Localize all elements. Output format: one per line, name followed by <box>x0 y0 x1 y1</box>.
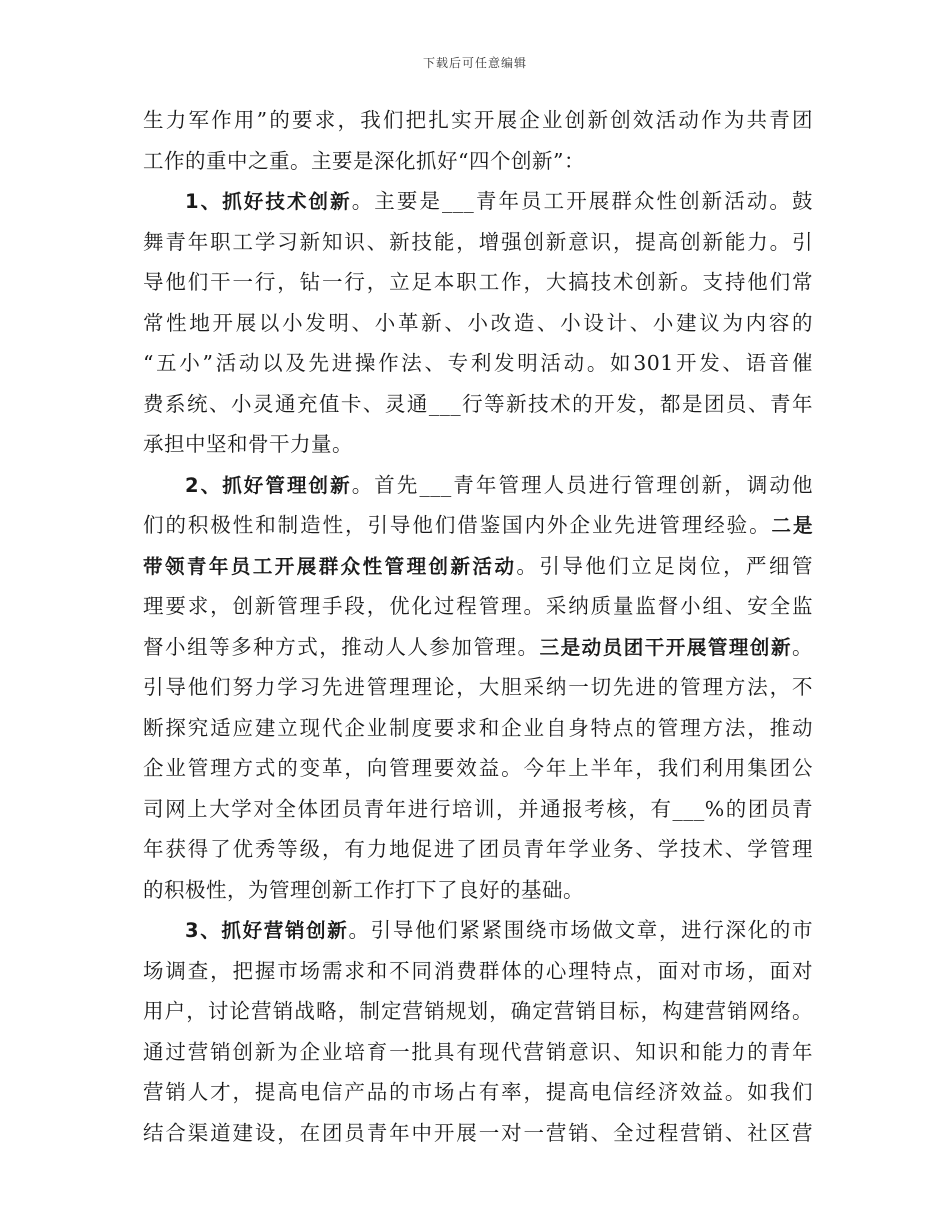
text-line: 营销人才，提高电信产品的市场占有率，提高电信经济效益。如我们 <box>143 1080 813 1104</box>
text-line: 们的积极性和制造性，引导他们借鉴国内外企业先进管理经验。二是 <box>143 513 813 537</box>
text-line: 通过营销创新为企业培育一批具有现代营销意识、知识和能力的青年 <box>143 1039 813 1064</box>
text-line: 结合渠道建设，在团员青年中开展一对一营销、全过程营销、社区营 <box>143 1120 813 1145</box>
text-line: 导他们干一行，钻一行，立足本职工作，大搞技术创新。支持他们常 <box>143 270 813 294</box>
bold-phrase: 带领青年员工开展群众性管理创新活动 <box>143 554 517 578</box>
text-line: 3、抓好营销创新。引导他们紧紧围绕市场做文章，进行深化的市 <box>185 918 813 942</box>
text-line: 场调查，把握市场需求和不同消费群体的心理特点，面对市场，面对 <box>143 958 813 983</box>
bold-phrase: 二是 <box>771 514 813 537</box>
heading-tech-innovation: 1、抓好技术创新 <box>185 190 352 213</box>
text-line: 带领青年员工开展群众性管理创新活动。引导他们立足岗位，严细管 <box>143 553 813 578</box>
text-line: 1、抓好技术创新。主要是___青年员工开展群众性创新活动。鼓 <box>185 189 813 213</box>
text-line: 常性地开展以小发明、小革新、小改造、小设计、小建议为内容的 <box>143 310 813 335</box>
heading-marketing-innovation: 3、抓好营销创新 <box>185 919 349 942</box>
text-line: 生力军作用”的要求，我们把扎实开展企业创新创效活动作为共青团 <box>143 108 813 132</box>
document-body <box>143 100 813 1153</box>
text-line: 断探究适应建立现代企业制度要求和企业自身特点的管理方法，推动 <box>143 715 813 740</box>
text-line: 承担中坚和骨干力量。 <box>143 432 353 456</box>
text-line: 年获得了优秀等级，有力地促进了团员青年学业务、学技术、学管理 <box>143 837 813 861</box>
text-line: 费系统、小灵通充值卡、灵通___行等新技术的开发，都是团员、青年 <box>143 391 813 416</box>
text-line: 舞青年职工学习新知识、新技能，增强创新意识，提高创新能力。引 <box>143 229 813 254</box>
heading-management-innovation: 2、抓好管理创新 <box>185 473 352 497</box>
text-line: 督小组等多种方式，推动人人参加管理。三是动员团干开展管理创新。 <box>143 634 813 659</box>
text-line: 用户，讨论营销战略，制定营销规划，确定营销目标，构建营销网络。 <box>143 999 813 1023</box>
text-line: 引导他们努力学习先进管理理论，大胆采纳一切先进的管理方法，不 <box>143 675 813 699</box>
bold-phrase: 三是动员团干开展管理创新 <box>539 635 792 659</box>
text-line: 司网上大学对全体团员青年进行培训，并通报考核，有___%的团员青 <box>143 796 813 821</box>
text-line: 的积极性，为管理创新工作打下了良好的基础。 <box>143 877 584 902</box>
text-line: 理要求，创新管理手段，优化过程管理。采纳质量监督小组、安全监 <box>143 594 813 618</box>
text-line: 企业管理方式的变革，向管理要效益。今年上半年，我们利用集团公 <box>143 756 813 780</box>
page-header-note: 下载后可任意编辑 <box>422 56 527 70</box>
text-line: “五小”活动以及先进操作法、专利发明活动。如301开发、语音催 <box>143 351 813 375</box>
text-line: 工作的重中之重。主要是深化抓好“四个创新”： <box>143 148 585 173</box>
text-line: 2、抓好管理创新。首先___青年管理人员进行管理创新，调动他 <box>185 472 813 497</box>
